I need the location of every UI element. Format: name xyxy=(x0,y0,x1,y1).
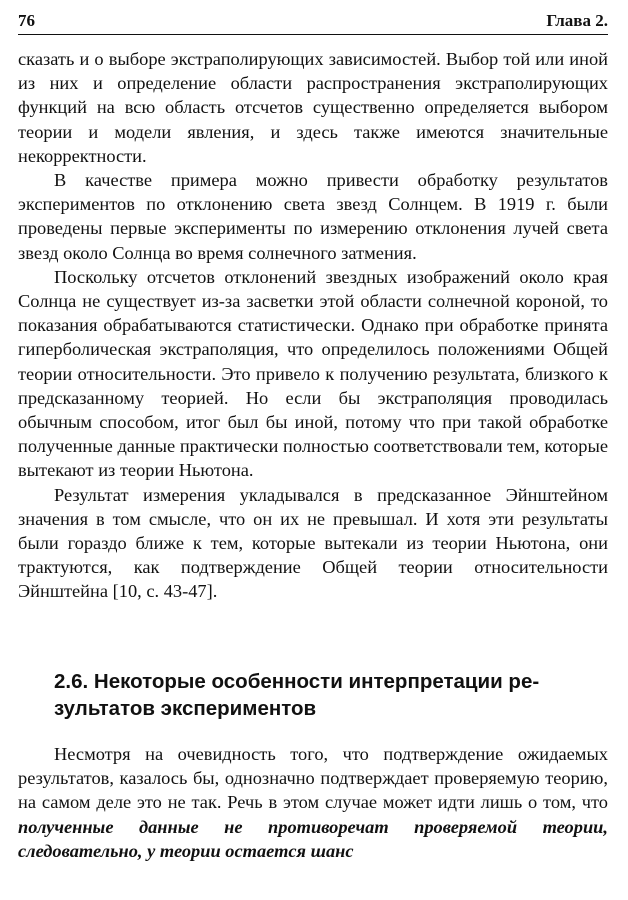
running-header xyxy=(18,10,608,32)
book-page xyxy=(18,0,608,900)
page-number: 76 xyxy=(18,11,35,30)
paragraph-processing: Поскольку отсчетов отклонений звездных изображений около края Солнца не существует из-за засветки этой области солнечной короной, то показания обрабатываются статистически. Однако при обработке принята гиперболическая экстраполяция, что определилось положениями Общей теории относительности. Это привело к получению результата, близкого к предсказанному теорией. Но если бы экстраполяция проводилась обычным способом, итог был бы иной, потому что при такой обработке полученные данные практически полностью соответствовали тем, которые вытекают из теории Ньютона. xyxy=(18,266,608,481)
section-body xyxy=(18,742,608,863)
paragraph-section-intro xyxy=(18,742,608,863)
section-heading: 2.6. Некоторые особенности интерпретации результатов экспериментов xyxy=(54,670,540,720)
emphasized-text: полученные данные не противоречат проверяемой теории, следовательно, у теории остается шанс xyxy=(18,816,608,861)
body-text xyxy=(18,47,608,604)
paragraph-result: Результат измерения укладывался в предсказанное Эйнштейном значения в том смысле, что он их не превышал. И хотя эти результаты были гораздо ближе к тем, которые вытекали из теории Ньютона, они трактуются, как подтверждение Общей теории относительности Эйнштейна [10, с. 43-47]. xyxy=(18,484,608,602)
header-divider xyxy=(18,34,608,35)
chapter-label: Глава 2. xyxy=(546,11,608,30)
paragraph-example: В качестве примера можно привести обработку результатов экспериментов по отклонению света звезд Солнцем. В 1919 г. были проведены первые эксперименты по измерению отклонения лучей света звезд около Солнца во время солнечного затмения. xyxy=(18,170,608,263)
intro-text: Несмотря на очевидность того, что подтверждение ожидаемых результатов, казалось бы, однозначно подтверждает проверяемую теорию, на самом деле это не так. Речь в этом случае может идти лишь о том, что xyxy=(18,744,608,813)
paragraph-continuation: сказать и о выборе экстраполирующих зависимостей. Выбор той или иной из них и определение области распространения экстраполирующих функций на всю область отсчетов существенно определяется выбором теории и модели явления, и здесь также имеются значительные некорректности. xyxy=(18,49,608,166)
